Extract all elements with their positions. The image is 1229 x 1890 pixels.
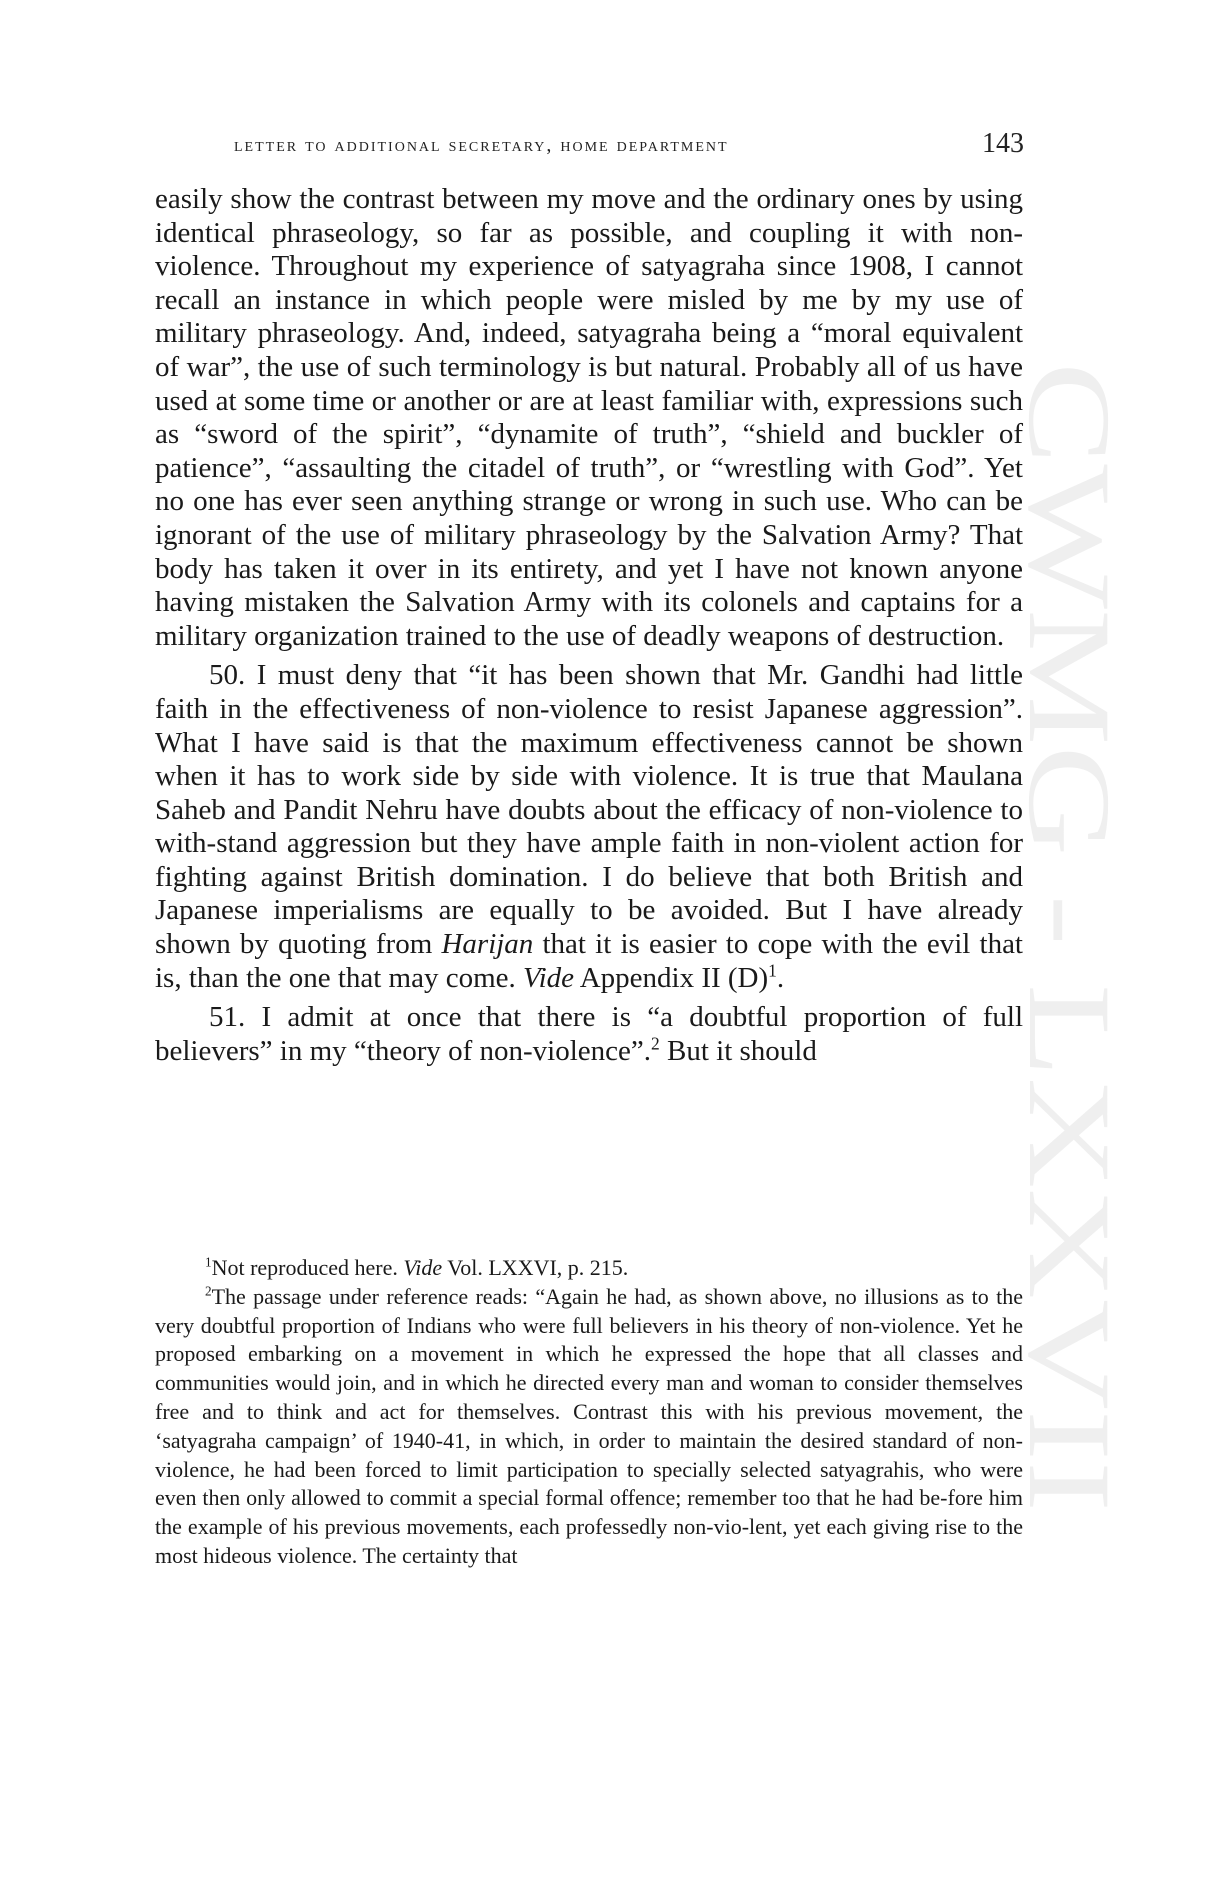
running-head: letter to additional secretary, home department [234,134,729,156]
paragraph-continuation: easily show the contrast between my move and the ordinary ones by using identical phraseology, so far as possible, and coupling it with non-violence. Throughout my experience of satyagraha since 1908, I cannot recall an instance in which people were misled by me by my use of military phraseology. And, indeed, satyagraha being a “moral equivalent of war”, the use of such terminology is but natural. Probably all of us have used at some time or another or are at least familiar with, expressions such as “sword of the spirit”, “dynamite of truth”, “shield and buckler of patience”, “assaulting the citadel of truth”, or “wrestling with God”. Yet no one has ever seen anything strange or wrong in such use. Who can be ignorant of the use of military phraseology by the Salvation Army? That body has taken it over in its entirety, and yet I have not known anyone having mistaken the Salvation Army with its colonels and captains for a military organization trained to the use of deadly weapons of destruction. [155,183,1023,652]
footnotes [155,1254,1023,1571]
footnote-1-text: Not reproduced here. [211,1255,404,1280]
footnote-ref-2[interactable]: 2 [651,1033,660,1054]
page-number: 143 [982,128,1024,159]
footnote-ref-1[interactable]: 1 [768,960,777,980]
period: . [776,961,785,994]
footnote-2-text: The passage under reference reads: “Again he had, as shown above, no illusions as to the very doubtful proportion of Indians who were full believers in his theory of non-violence. Yet he proposed embarking on a movement in which he expressed the hope that all classes and communities would join, and in which he directed every man and woman to consider themselves free and to think and act for themselves. Contrast this with his previous movement, the ‘satyagraha campaign’ of 1940-41, in which, in order to maintain the desired standard of non-violence, he had been forced to limit participation to specially selected satyagrahis, who were even then only allowed to commit a special formal offence; remember too that he had be-fore him the example of his previous movements, each professedly non-vio-lent, yet each giving rise to the most hideous violence. The certainty that [155,1283,1023,1568]
footnote-1 [155,1254,1023,1283]
body-text [155,183,1023,1068]
paragraph-51-text: 51. I admit at once that there is “a doubtful proportion of full believers” in my “theory of non-violence”. [155,1001,1023,1067]
appendix-ref: Appendix II (D) [574,961,769,994]
footnote-2 [155,1283,1023,1571]
paragraph-50-text-cont: that it is easier to cope with the evil that is, than the one that may come. [155,928,1023,994]
paragraph-50 [155,659,1023,995]
footnote-1-ref: Vol. LXXVI, p. 215. [442,1255,629,1280]
paragraph-50-text: 50. I must deny that “it has been shown that Mr. Gandhi had little faith in the effectiveness of non-violence to resist Japanese aggression”. What I have said is that the maximum effectiveness cannot be shown when it has to work side by side with violence. It is true that Maulana Saheb and Pandit Nehru have doubts about the efficacy of non-violence to with-stand aggression but they have ample faith in non-violent action for fighting against British domination. I do believe that both British and Japanese imperialisms are equally to be avoided. But I have already shown by quoting from [155,659,1023,961]
paragraph-51-text-cont: But it should [659,1034,817,1067]
footnote-1-mark: 1 [205,1254,212,1270]
harijan-title: Harijan [441,928,534,961]
vide-word: Vide [523,961,575,994]
watermark-text: CWMG - LXXVII [1004,362,1132,1247]
paragraph-51 [155,1001,1023,1068]
footnote-2-mark: 2 [205,1283,212,1299]
footnote-1-vide: Vide [403,1255,443,1280]
